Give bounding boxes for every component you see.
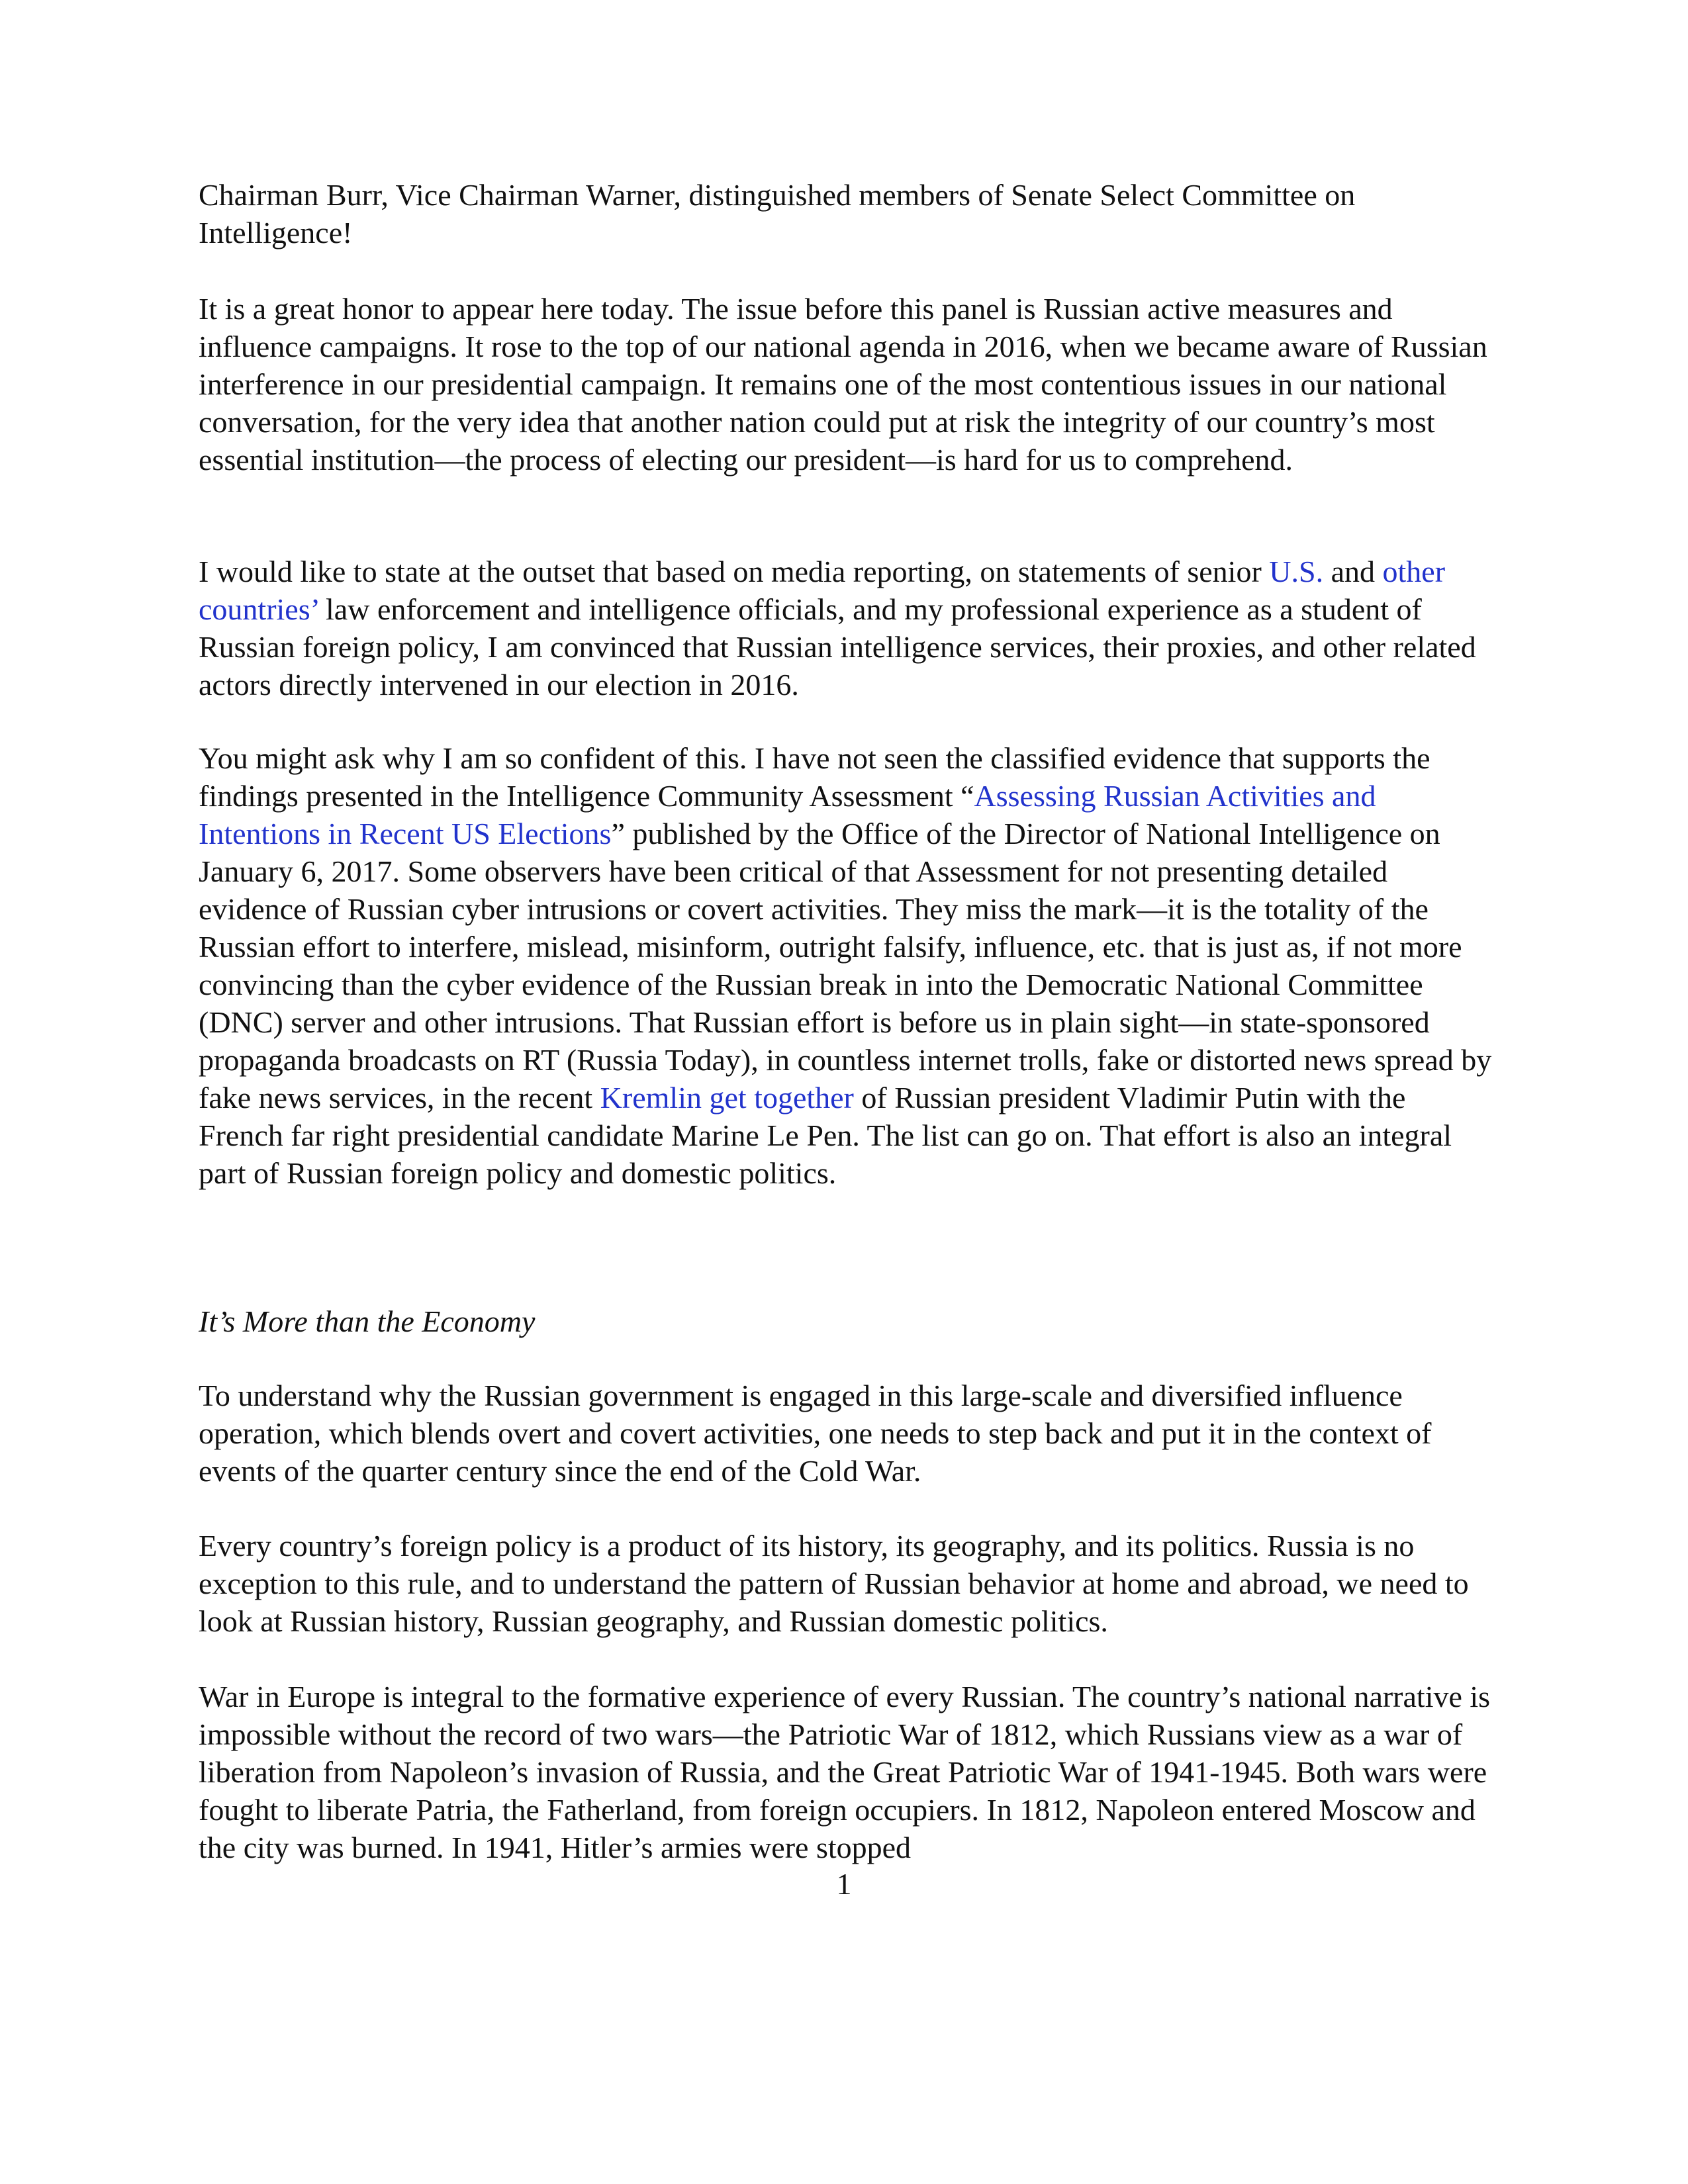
kremlin-get-together-link[interactable]: Kremlin get together bbox=[600, 1081, 854, 1115]
conviction-text-part2: and bbox=[1323, 555, 1383, 588]
conviction-text-part1: I would like to state at the outset that based on media reporting, on statements of senior bbox=[199, 555, 1270, 588]
paragraph-introduction bbox=[199, 290, 1496, 478]
paragraph-foreign-policy: Every country’s foreign policy is a product of its history, its geography, and its politics. Russia is no exception to this rule, and to understand the pattern of Russian behavior at home and abroad, we need to look at Russian history, Russian geography, and Russian domestic politics. bbox=[199, 1529, 1469, 1638]
us-officials-link[interactable]: U.S. bbox=[1269, 555, 1324, 588]
paragraph-war-in-europe: War in Europe is integral to the formative experience of every Russian. The country’s national narrative is impossible without the record of two wars—the Patriotic War of 1812, which Russians view as a war of liberation from Napoleon’s invasion of Russia, and the Great Patriotic War of 1941-1945. Both wars were fought to liberate Patria, the Fatherland, from foreign occupiers. In 1812, Napoleon entered Moscow and the city was burned. In 1941, Hitler’s armies were stopped bbox=[199, 1680, 1491, 1864]
other-countries-link[interactable]: other countries’ bbox=[199, 555, 1446, 626]
paragraph-context: To understand why the Russian government is engaged in this large-scale and diversified influence operation, which blends overt and covert activities, one needs to step back and put it in the context of events of the quarter century since the end of the Cold War. bbox=[199, 1379, 1432, 1488]
paragraph-evidence bbox=[199, 739, 1496, 1192]
introduction-text: It is a great honor to appear here today. The issue before this panel is Russian active measures and influence campaigns. It rose to the top of our national agenda in 2016, when we became aware of Russian interference in our presidential campaign. It remains one of the most contentious issues in our national conversation, for the very idea that another nation could put at risk the integrity of our country’s most essential institution—the process of electing our president—is hard for us to comprehend. bbox=[199, 292, 1487, 477]
paragraph-conviction bbox=[199, 553, 1496, 704]
conviction-text-part3: law enforcement and intelligence officials, and my professional experience as a student of Russian foreign policy, I am convinced that Russian intelligence services, their proxies, and other related actors directly intervened in our election in 2016. bbox=[199, 592, 1476, 702]
evidence-text-part2: ” published by the Office of the Director of National Intelligence on January 6, 2017. Some observers have been critical of that Assessment for not presenting detailed evidence of Russian cyber intrusions or covert activities. They miss the mark—it is the totality of the Russian effort to interfere, mislead, misinform, outright falsify, influence, etc. that is just as, if not more convincing than the cyber evidence of the Russian break in into the Democratic National Committee (DNC) server and other intrusions. That Russian effort is before us in plain sight—in state-sponsored propaganda broadcasts on RT (Russia Today), in countless internet trolls, fake or distorted news spread by fake news services, in the recent bbox=[199, 817, 1492, 1115]
evidence-text-part3: of Russian president Vladimir Putin with the French far right presidential candidate Marine Le Pen. The list can go on. That effort is also an integral part of Russian foreign policy and domestic politics. bbox=[199, 1081, 1452, 1190]
section-heading: It’s More than the Economy bbox=[199, 1304, 536, 1338]
page-number: 1 bbox=[836, 1867, 852, 1901]
salutation-text: Chairman Burr, Vice Chairman Warner, distinguished members of Senate Select Committee on Intelligence! bbox=[199, 178, 1356, 250]
evidence-text-part1: You might ask why I am so confident of this. I have not seen the classified evidence that supports the findings presented in the Intelligence Community Assessment “ bbox=[199, 741, 1430, 813]
paragraph-salutation bbox=[199, 176, 1496, 251]
assessment-report-link[interactable]: Assessing Russian Activities and Intentions in Recent US Elections bbox=[199, 779, 1376, 850]
